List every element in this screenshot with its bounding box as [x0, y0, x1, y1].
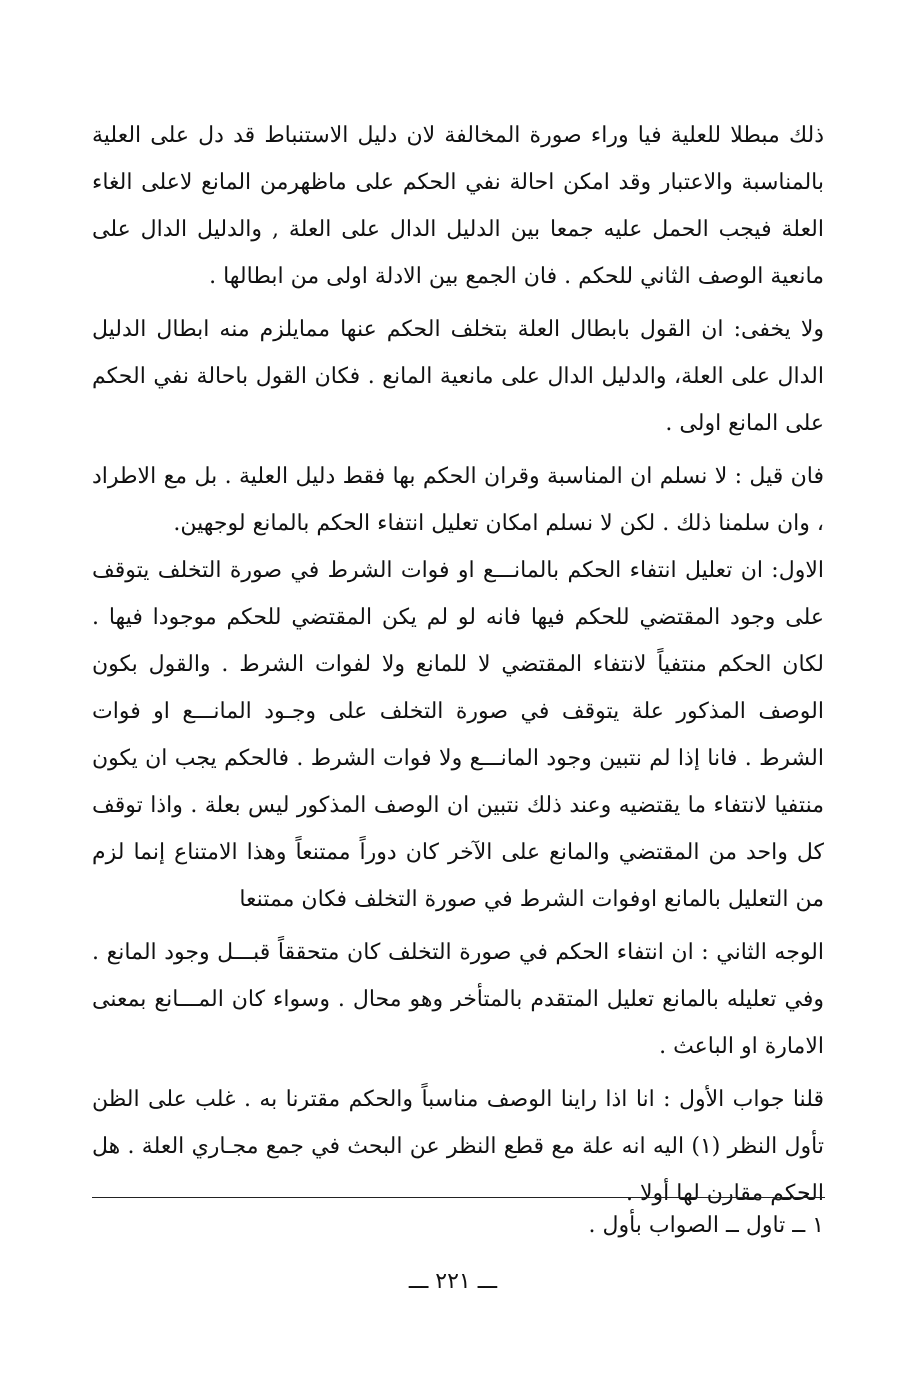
paragraph-3: فان قيل : لا نسلم ان المناسبة وقران الحكم بها فقط دليل العلية . بل مع الاطراد ، وان سلمنا ذلك . لكن لا نسلم امكان تعليل انتفاء الحكم بالمانع لوجهين.: [92, 464, 824, 536]
page-number: ـــ ٢٢١ ـــ: [408, 1269, 498, 1294]
paragraph-4: الاول: ان تعليل انتفاء الحكم بالمانـــع او فوات الشرط في صورة التخلف يتوقف على وجود المقتضي للحكم فيها فانه لو لم يكن المقتضي للحكم موجودا فيها . لكان الحكم منتفياً لانتفاء المقتضي لا للمانع ولا لفوات الشرط . والقول بكون الوصف المذكور علة يتوقف في صورة التخلف على وجـود المانـــع او فوات الشرط . فانا إذا لم نتبين وجود المانـــع ولا فوات الشرط . فالحكم يجب ان يكون منتفيا لانتفاء ما يقتضيه وعند ذلك نتبين ان الوصف المذكور ليس بعلة . واذا توقف كل واحد من المقتضي والمانع على الآخر كان دوراً ممتنعاً وهذا الامتناع إنما لزم من التعليل بالمانع اوفوات الشرط في صورة التخلف فكان ممتنعا: [92, 558, 824, 912]
paragraph-1: ذلك مبطلا للعلية فيا وراء صورة المخالفة لان دليل الاستنباط قد دل على العلية بالمناسبة والاعتبار وقد امكن احالة نفي الحكم على ماظهرمن المانع لاعلى الغاء العلة فيجب الحمل عليه جمعا بين الدليل الدال على العلة , والدليل الدال على مانعية الوصف الثاني للحكم . فان الجمع بين الادلة اولى من ابطالها .: [92, 123, 824, 289]
main-text: [92, 112, 824, 1217]
paragraph-5: الوجه الثاني : ان انتفاء الحكم في صورة التخلف كان متحققاً قبـــل وجود المانع . وفي تعليله بالمانع تعليل المتقدم بالمتأخر وهو محال . وسواء كان المـــانع بمعنى الامارة او الباعث .: [92, 940, 824, 1059]
footnote-divider: [92, 1197, 825, 1198]
paragraph-6: قلنا جواب الأول : انا اذا راينا الوصف مناسباً والحكم مقترنا به . غلب على الظن تأول النظر (١) اليه انه علة مع قطع النظر عن البحث في جمع مجـاري العلة . هل الحكم مقارن لها أولا .: [92, 1087, 824, 1206]
footnote: ١ ــ تاول ــ الصواب بأول .: [588, 1213, 824, 1238]
paragraph-2: ولا يخفى: ان القول بابطال العلة بتخلف الحكم عنها ممايلزم منه ابطال الدليل الدال على العلة، والدليل الدال على مانعية المانع . فكان القول باحالة نفي الحكم على المانع اولى .: [92, 317, 824, 436]
